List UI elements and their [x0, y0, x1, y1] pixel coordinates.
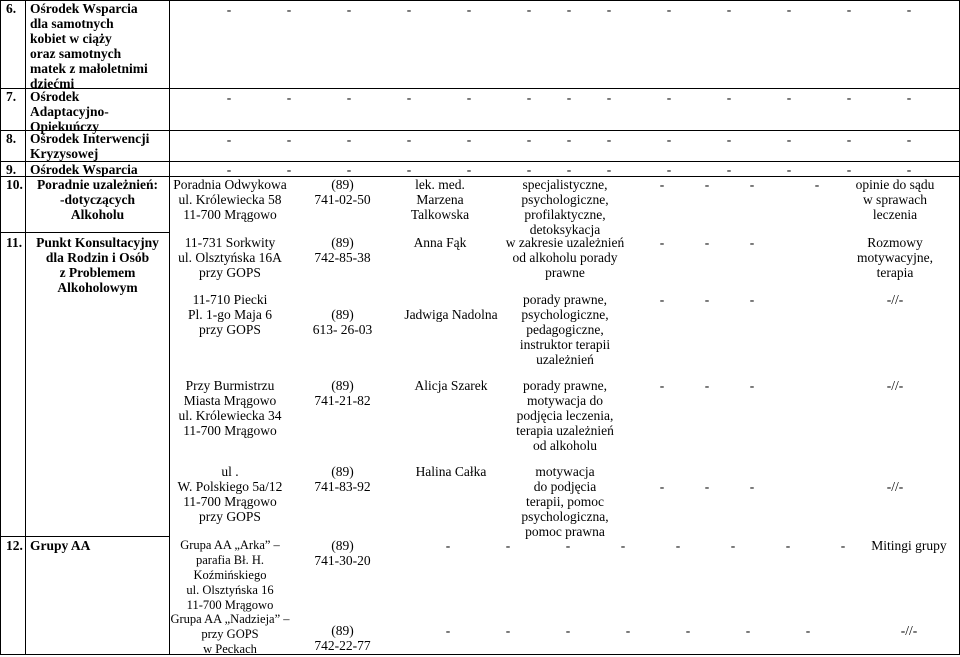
row-number: 7. [6, 89, 17, 104]
facility-address: Przy Burmistrzu Miasta Mrągowo ul. Królewiecka 34 11-700 Mrągowo [178, 378, 282, 438]
institution-name: Ośrodek Wsparcia [30, 162, 138, 177]
services: porady prawne, psychologiczne, pedagogiczne, instruktor terapii uzależnień [519, 292, 611, 367]
contact-person: Jadwiga Nadolna [404, 307, 498, 322]
contact-person: Halina Całka [415, 464, 487, 479]
notes: opinie do sądu w sprawach leczenia [855, 177, 935, 222]
phone-number: (89) 741-83-92 [314, 464, 371, 494]
contact-person: lek. med. Marzena Talkowska [410, 177, 470, 222]
services: specjalistyczne, psychologiczne, profilaktyczne, detoksykacja [521, 177, 609, 237]
services: motywacja do podjęcia terapii, pomoc psychologiczna, pomoc prawna [521, 464, 609, 539]
row-number: 11. [6, 235, 23, 250]
notes: -//- [900, 623, 918, 638]
column-divider [0, 0, 1, 655]
contact-person: Alicja Szarek [414, 378, 488, 393]
institution-name: Poradnie uzależnień: -dotyczących Alkoholu [36, 177, 159, 222]
institution-name: Punkt Konsultacyjny dla Rodzin i Osób z Problemem Alkoholowym [36, 235, 159, 295]
row-number: 12. [6, 538, 23, 553]
facility-address: ul . W. Polskiego 5a/12 11-700 Mrągowo przy GOPS [177, 464, 283, 524]
phone-number: (89) 613- 26-03 [312, 307, 373, 337]
phone-number: (89) 741-21-82 [314, 378, 371, 408]
notes: Mitingi grupy [871, 538, 947, 553]
facility-address: Grupa AA „Arka” – parafia Bł. H. Koźmińskiego ul. Olsztyńska 16 11-700 Mrągowo [180, 538, 280, 612]
phone-number: (89) 741-02-50 [314, 177, 371, 207]
phone-number: (89) 742-85-38 [314, 235, 371, 265]
row-number: 8. [6, 131, 17, 146]
notes: -//- [886, 292, 904, 307]
facility-address: Grupa AA „Nadzieja” – przy GOPS w Peckach [170, 612, 290, 656]
services: porady prawne, motywacja do podjęcia leczenia, terapia uzależnień od alkoholu [516, 378, 614, 453]
institution-name: Ośrodek Adaptacyjno- Opiekuńczy [30, 89, 109, 134]
notes: Rozmowy motywacyjne, terapia [856, 235, 934, 280]
institution-name: Ośrodek Interwencji Kryzysowej [30, 131, 150, 161]
institution-name: Grupy AA [30, 538, 91, 553]
row-number: 10. [6, 177, 23, 192]
row-number: 6. [6, 1, 17, 16]
facility-address: Poradnia Odwykowa ul. Królewiecka 58 11-700 Mrągowo [173, 177, 287, 222]
institution-name: Ośrodek Wsparcia dla samotnych kobiet w ciąży oraz samotnych matek z małoletnimi dziećmi [30, 1, 148, 91]
row-divider [0, 161, 960, 162]
phone-number: (89) 742-22-77 [314, 623, 371, 653]
contact-person: Anna Fąk [413, 235, 467, 250]
phone-number: (89) 741-30-20 [314, 538, 371, 568]
notes: -//- [886, 479, 904, 494]
column-divider [25, 0, 26, 655]
facility-address: 11-731 Sorkwity ul. Olsztyńska 16A przy GOPS [178, 235, 282, 280]
services: w zakresie uzależnień od alkoholu porady prawne [505, 235, 625, 280]
row-number: 9. [6, 162, 17, 177]
notes: -//- [886, 378, 904, 393]
facility-address: 11-710 Piecki Pl. 1-go Maja 6 przy GOPS [188, 292, 272, 337]
